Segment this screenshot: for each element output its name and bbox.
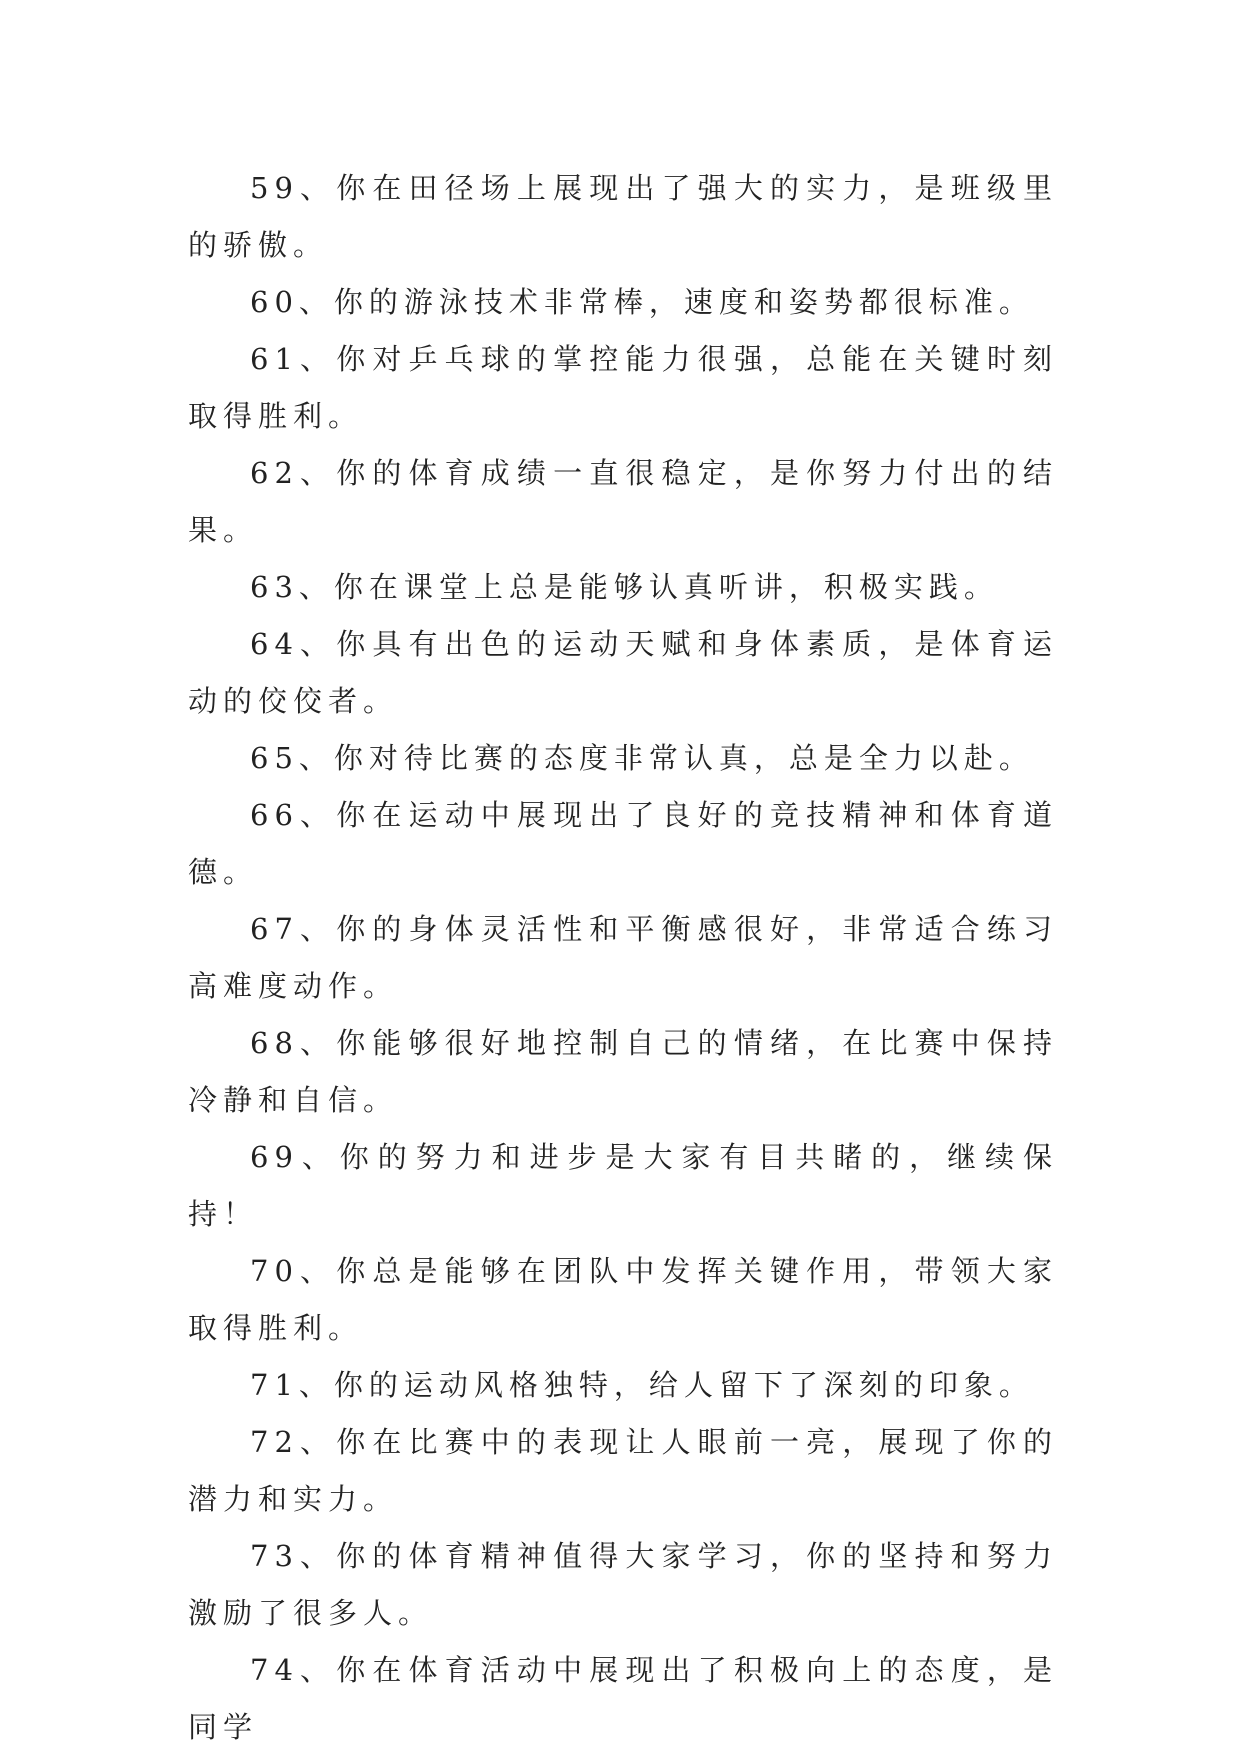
paragraph-69: 69、你的努力和进步是大家有目共睹的，继续保持！: [188, 1140, 1058, 1231]
document-body: [188, 160, 1058, 1756]
paragraph-64: 64、你具有出色的运动天赋和身体素质，是体育运动的佼佼者。: [188, 627, 1058, 718]
paragraph-71: 71、你的运动风格独特，给人留下了深刻的印象。: [250, 1368, 1034, 1402]
paragraph-59: 59、你在田径场上展现出了强大的实力，是班级里的骄傲。: [188, 171, 1058, 262]
paragraph-73: 73、你的体育精神值得大家学习，你的坚持和努力激励了很多人。: [188, 1539, 1058, 1630]
paragraph-67: 67、你的身体灵活性和平衡感很好，非常适合练习高难度动作。: [188, 912, 1058, 1003]
paragraph-66: 66、你在运动中展现出了良好的竞技精神和体育道德。: [188, 798, 1058, 889]
paragraph-60: 60、你的游泳技术非常棒，速度和姿势都很标准。: [250, 285, 1034, 319]
paragraph-62: 62、你的体育成绩一直很稳定，是你努力付出的结果。: [188, 456, 1058, 547]
paragraph-70: 70、你总是能够在团队中发挥关键作用，带领大家取得胜利。: [188, 1254, 1058, 1345]
paragraph-65: 65、你对待比赛的态度非常认真，总是全力以赴。: [250, 741, 1034, 775]
paragraph-72: 72、你在比赛中的表现让人眼前一亮，展现了你的潜力和实力。: [188, 1425, 1058, 1516]
paragraph-68: 68、你能够很好地控制自己的情绪，在比赛中保持冷静和自信。: [188, 1026, 1058, 1117]
paragraph-63: 63、你在课堂上总是能够认真听讲，积极实践。: [250, 570, 999, 604]
paragraph-74: 74、你在体育活动中展现出了积极向上的态度，是同学: [188, 1653, 1058, 1744]
paragraph-61: 61、你对乒乓球的掌控能力很强，总能在关键时刻取得胜利。: [188, 342, 1058, 433]
